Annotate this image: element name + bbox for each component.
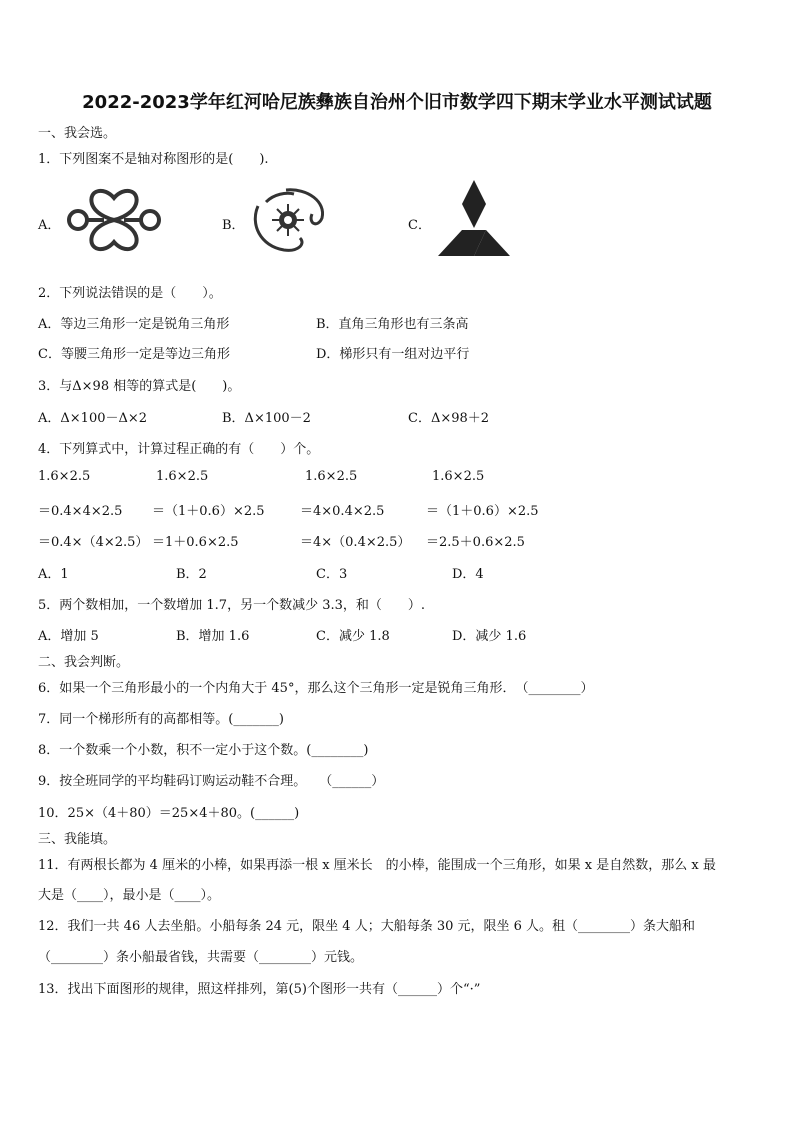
question-5-option-a: A．增加 5 xyxy=(38,629,99,644)
question-5-stem: 5．两个数相加，一个数增加 1.7，另一个数减少 3.3，和（ ）. xyxy=(38,598,426,613)
calc-col3-line2: ＝4×0.4×2.5 xyxy=(300,504,385,519)
question-1-stem: 1．下列图案不是轴对称图形的是( ). xyxy=(38,152,269,167)
calc-col4-line1: 1.6×2.5 xyxy=(432,469,485,484)
question-3-option-c: C．Δ×98＋2 xyxy=(408,411,490,426)
question-4-stem: 4．下列算式中，计算过程正确的有（ ）个。 xyxy=(38,442,320,457)
calc-col4-line2: ＝（1＋0.6）×2.5 xyxy=(426,504,539,519)
section-heading-fill: 三、我能填。 xyxy=(38,832,117,847)
three-diamonds-figure xyxy=(434,178,514,258)
calc-col1-line2: ＝0.4×4×2.5 xyxy=(38,504,123,519)
calc-col1-line1: 1.6×2.5 xyxy=(38,469,91,484)
question-4-option-d: D．4 xyxy=(452,567,484,582)
calc-col2-line2: ＝（1＋0.6）×2.5 xyxy=(152,504,265,519)
question-2-option-a: A．等边三角形一定是锐角三角形 xyxy=(38,317,230,332)
question-2-option-b: B．直角三角形也有三条高 xyxy=(316,317,469,332)
calc-col3-line1: 1.6×2.5 xyxy=(305,469,358,484)
question-13: 13．找出下面图形的规律，照这样排列，第(5)个图形一共有（______）个“·” xyxy=(38,982,481,997)
question-11-line2: 大是（____），最小是（____）。 xyxy=(38,888,221,903)
question-3-option-a: A．Δ×100－Δ×2 xyxy=(38,411,148,426)
calc-col2-line1: 1.6×2.5 xyxy=(156,469,209,484)
page-title: 2022-2023学年红河哈尼族彝族自治州个旧市数学四下期末学业水平测试试题 xyxy=(82,92,712,113)
calc-col4-line3: ＝2.5＋0.6×2.5 xyxy=(426,535,525,550)
calc-col2-line3: ＝1＋0.6×2.5 xyxy=(152,535,239,550)
question-2-option-d: D．梯形只有一组对边平行 xyxy=(316,347,470,362)
question-5-option-b: B．增加 1.6 xyxy=(176,629,250,644)
question-5-option-c: C．减少 1.8 xyxy=(316,629,390,644)
question-1-option-a-label: A． xyxy=(38,218,61,233)
section-heading-choice: 一、我会选。 xyxy=(38,126,117,141)
sun-swirl-figure xyxy=(246,184,330,256)
question-5-option-d: D．减少 1.6 xyxy=(452,629,527,644)
chinese-knot-figure xyxy=(64,184,164,256)
question-2-option-c: C．等腰三角形一定是等边三角形 xyxy=(38,347,230,362)
question-7: 7．同一个梯形所有的高都相等。(_______) xyxy=(38,712,284,727)
question-9: 9．按全班同学的平均鞋码订购运动鞋不合理。 （______） xyxy=(38,774,385,789)
calc-col3-line3: ＝4×（0.4×2.5） xyxy=(300,535,411,550)
question-1-option-b-label: B． xyxy=(222,218,245,233)
question-12-line2: （________）条小船最省钱，共需要（________）元钱。 xyxy=(38,950,364,965)
section-heading-judge: 二、我会判断。 xyxy=(38,655,130,670)
question-3-stem: 3．与Δ×98 相等的算式是( )。 xyxy=(38,379,241,394)
question-8: 8．一个数乘一个小数，积不一定小于这个数。(________) xyxy=(38,743,369,758)
question-11-line1: 11．有两根长都为 4 厘米的小棒，如果再添一根 x 厘米长 的小棒，能围成一个三角形，如果 x 是自然数，那么 x 最 xyxy=(38,858,716,873)
question-3-option-b: B．Δ×100－2 xyxy=(222,411,311,426)
question-2-stem: 2．下列说法错误的是（ ）。 xyxy=(38,286,222,301)
question-6: 6．如果一个三角形最小的一个内角大于 45°，那么这个三角形一定是锐角三角形． （________） xyxy=(38,681,594,696)
question-4-option-a: A．1 xyxy=(38,567,69,582)
question-4-option-b: B．2 xyxy=(176,567,207,582)
calc-col1-line3: ＝0.4×（4×2.5） xyxy=(38,535,149,550)
question-1-option-c-label: C． xyxy=(408,218,431,233)
question-10: 10．25×（4＋80）＝25×4＋80。(______) xyxy=(38,806,300,821)
question-4-option-c: C．3 xyxy=(316,567,348,582)
question-12-line1: 12．我们一共 46 人去坐船。小船每条 24 元，限坐 4 人；大船每条 30 元，限坐 6 人。租（________）条大船和 xyxy=(38,919,696,934)
